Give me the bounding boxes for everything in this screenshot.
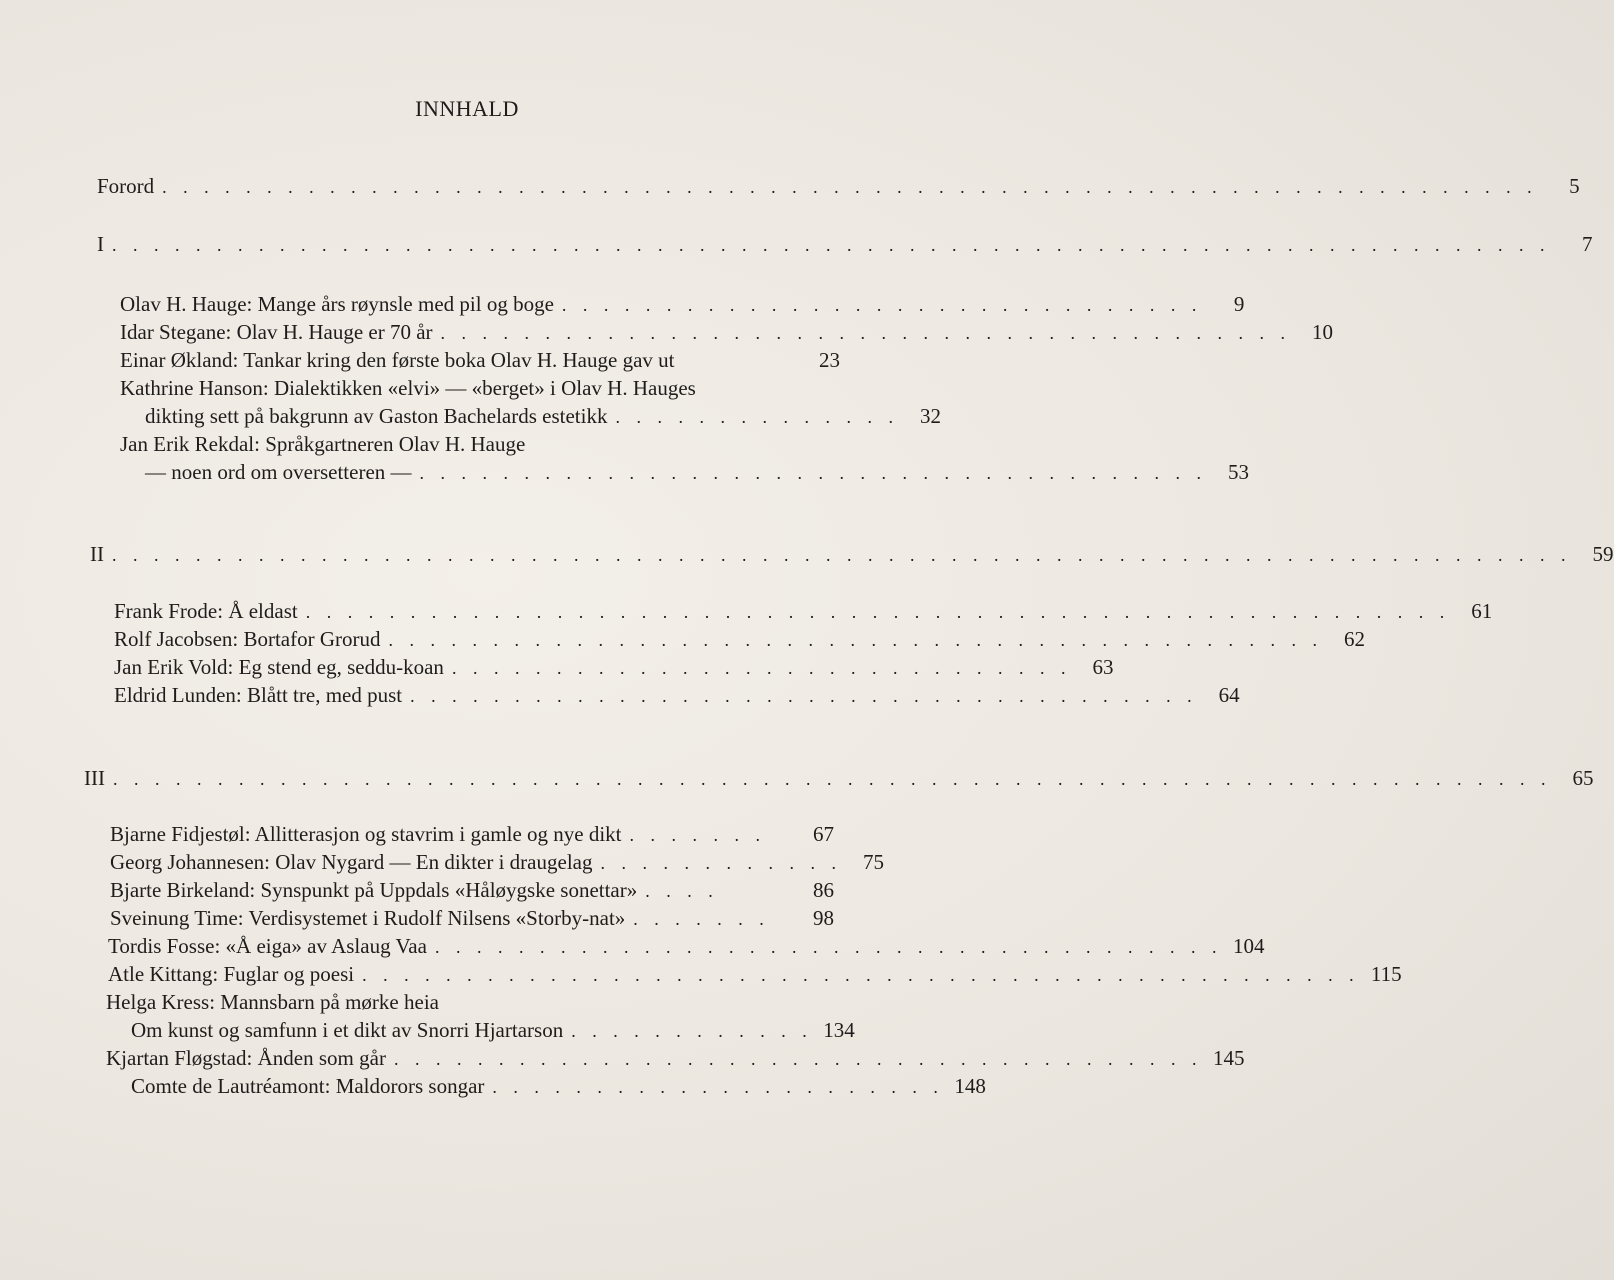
section-numeral: III — [84, 766, 105, 790]
entry-title: Forord — [97, 174, 155, 198]
leader-dots: . . . . . . . . . . . . . . . . . . . . . . . . . . . . . . . . . . . . . . . . . . . . . . . . — [362, 965, 1360, 985]
entry-page: 134 — [823, 1018, 855, 1042]
toc-entry-continued — [131, 1016, 855, 1045]
entry-page: 32 — [919, 404, 941, 428]
leader-dots: . . . . . . . . . . . . . . . . . . . . . . . . . . . . . . . . . . . . . . . . . — [440, 323, 1292, 343]
entry-page: 53 — [1228, 460, 1250, 484]
section-numeral: I — [97, 232, 104, 256]
leader-dots: . . . . . . . . . . . . . . . . . . . . . . . . . . . . . . . . . . . . . . . . . . . . . — [388, 630, 1324, 650]
toc-entry — [120, 318, 1334, 347]
leader-dots: . . . . . . . . . . . . — [571, 1021, 813, 1041]
entry-title: Rolf Jacobsen: Bortafor Grorud — [114, 627, 381, 651]
entry-page: 5 — [1569, 174, 1580, 198]
entry-title: Bjarte Birkeland: Synspunkt på Uppdals «Håløygske sonettar» — [110, 878, 638, 902]
toc-section-i — [97, 230, 1593, 259]
toc-entry — [110, 848, 884, 877]
entry-page: 98 — [813, 906, 834, 930]
entry-page: 104 — [1232, 934, 1265, 958]
leader-dots: . . . . . . . — [629, 825, 767, 845]
toc-entry — [120, 374, 840, 402]
leader-dots: . . . . . . . . . . . . . . . . . . . . . . . . . . . . . . . . . . . . . . . . . . . . . . . . . . . . . . . . . . . . . . . . . . . . . — [112, 235, 1551, 255]
leader-dots: . . . . . . . . . . . . . . — [615, 407, 899, 427]
toc-entry — [106, 988, 834, 1016]
entry-title: Georg Johannesen: Olav Nygard — En dikter i draugelag — [110, 850, 593, 874]
entry-title: Jan Erik Rekdal: Språkgartneren Olav H. Hauge — [120, 432, 526, 456]
toc-entry — [106, 1044, 1245, 1073]
entry-title: Tordis Fosse: «Å eiga» av Aslaug Vaa — [108, 934, 427, 958]
entry-page: 59 — [1592, 542, 1614, 566]
entry-page: 65 — [1572, 766, 1594, 790]
entry-page: 86 — [813, 878, 834, 902]
leader-dots: . . . . — [645, 881, 719, 901]
section-numeral: II — [90, 542, 104, 566]
toc-entry — [108, 932, 1265, 961]
entry-title: Olav H. Hauge: Mange års røynsle med pil og boge — [120, 292, 554, 316]
entry-title: Kjartan Fløgstad: Ånden som går — [106, 1046, 386, 1070]
entry-page: 62 — [1344, 627, 1366, 651]
toc-entry — [114, 597, 1493, 626]
leader-dots: . . . . . . . — [633, 909, 770, 929]
entry-page: 23 — [819, 348, 840, 372]
leader-dots: . . . . . . . . . . . . . . . . . . . . . . . . . . . . . . . . . . . . . . — [434, 937, 1223, 957]
entry-page: 10 — [1312, 320, 1334, 344]
entry-title: Jan Erik Vold: Eg stend eg, seddu-koan — [114, 655, 444, 679]
toc-section-iii — [84, 764, 1594, 793]
toc-entry — [114, 653, 1114, 682]
entry-title: Frank Frode: Å eldast — [114, 599, 298, 623]
entry-title: Eldrid Lunden: Blått tre, med pust — [114, 683, 403, 707]
entry-title: Bjarne Fidjestøl: Allitterasjon og stavrim i gamle og nye dikt — [110, 822, 622, 846]
leader-dots: . . . . . . . . . . . . — [600, 853, 842, 873]
toc-entry — [114, 625, 1366, 654]
toc-entry — [120, 290, 1245, 319]
entry-page: 9 — [1233, 292, 1245, 316]
entry-title: — noen ord om oversetteren — — [145, 460, 412, 484]
leader-dots: . . . . . . . . . . . . . . . . . . . . . . . . . . . . . . . . . . . . . . . . . . . . . . . . . . . . . . . . . . . . . . . . . . — [162, 177, 1538, 197]
entry-page: 148 — [954, 1074, 986, 1098]
entry-title: Comte de Lautréamont: Maldorors songar — [131, 1074, 485, 1098]
entry-title: Atle Kittang: Fuglar og poesi — [108, 962, 355, 986]
entry-title: Helga Kress: Mannsbarn på mørke heia — [106, 990, 439, 1014]
toc-entry — [110, 904, 834, 933]
entry-title: dikting sett på bakgrunn av Gaston Bachelards estetikk — [145, 404, 608, 428]
leader-dots: . . . . . . . . . . . . . . . . . . . . . . . . . . . . . . . — [561, 295, 1203, 315]
toc-entry — [108, 960, 1402, 989]
entry-page: 61 — [1471, 599, 1493, 623]
toc-section-ii — [90, 540, 1614, 569]
toc-entry — [114, 681, 1240, 710]
toc-entry — [110, 876, 834, 905]
entry-title: Kathrine Hanson: Dialektikken «elvi» — «berget» i Olav H. Hauges — [120, 376, 696, 400]
toc-entry-continued — [131, 1072, 986, 1101]
entry-title: Idar Stegane: Olav H. Hauge er 70 år — [120, 320, 433, 344]
leader-dots: . . . . . . . . . . . . . . . . . . . . . . . . . . . . . . . . . . . . . . . — [393, 1049, 1203, 1069]
entry-page: 64 — [1218, 683, 1240, 707]
leader-dots: . . . . . . . . . . . . . . . . . . . . . . . . . . . . . . . . . . . . . . — [410, 686, 1198, 706]
entry-page: 63 — [1092, 655, 1114, 679]
leader-dots: . . . . . . . . . . . . . . . . . . . . . . . . . . . . . . . . . . . . . . . . . . . . . . . . . . . . . . . . . . . . . . . . . . . . . — [112, 769, 1552, 789]
entry-title: Einar Økland: Tankar kring den første boka Olav H. Hauge gav ut — [120, 348, 675, 372]
entry-page: 67 — [813, 822, 834, 846]
entry-page: 145 — [1212, 1046, 1245, 1070]
page-title: INNHALD — [415, 96, 519, 121]
leader-dots: . . . . . . . . . . . . . . . . . . . . . . . . . . . . . . — [451, 658, 1072, 678]
leader-dots: . . . . . . . . . . . . . . . . . . . . . . . . . . . . . . . . . . . . . . . . . . . . . . . . . . . . . . . — [305, 602, 1451, 622]
toc-entry-continued — [145, 402, 941, 431]
leader-dots: . . . . . . . . . . . . . . . . . . . . . . . . . . . . . . . . . . . . . . . . . . . . . . . . . . . . . . . . . . . . . . . . . . . . . . — [112, 545, 1572, 565]
entry-page: 75 — [862, 850, 884, 874]
entry-page: 115 — [1370, 962, 1402, 986]
toc-entry-forord — [97, 172, 1580, 201]
toc-entry-continued — [145, 458, 1250, 487]
entry-title: Sveinung Time: Verdisystemet i Rudolf Nilsens «Storby-nat» — [110, 906, 626, 930]
toc-entry — [120, 430, 840, 458]
leader-dots: . . . . . . . . . . . . . . . . . . . . . . — [492, 1077, 944, 1097]
toc-entry — [120, 346, 840, 374]
toc-entry — [110, 820, 834, 849]
leader-dots: . . . . . . . . . . . . . . . . . . . . . . . . . . . . . . . . . . . . . . — [419, 463, 1208, 483]
entry-page: 7 — [1582, 232, 1593, 256]
entry-title: Om kunst og samfunn i et dikt av Snorri Hjartarson — [131, 1018, 564, 1042]
